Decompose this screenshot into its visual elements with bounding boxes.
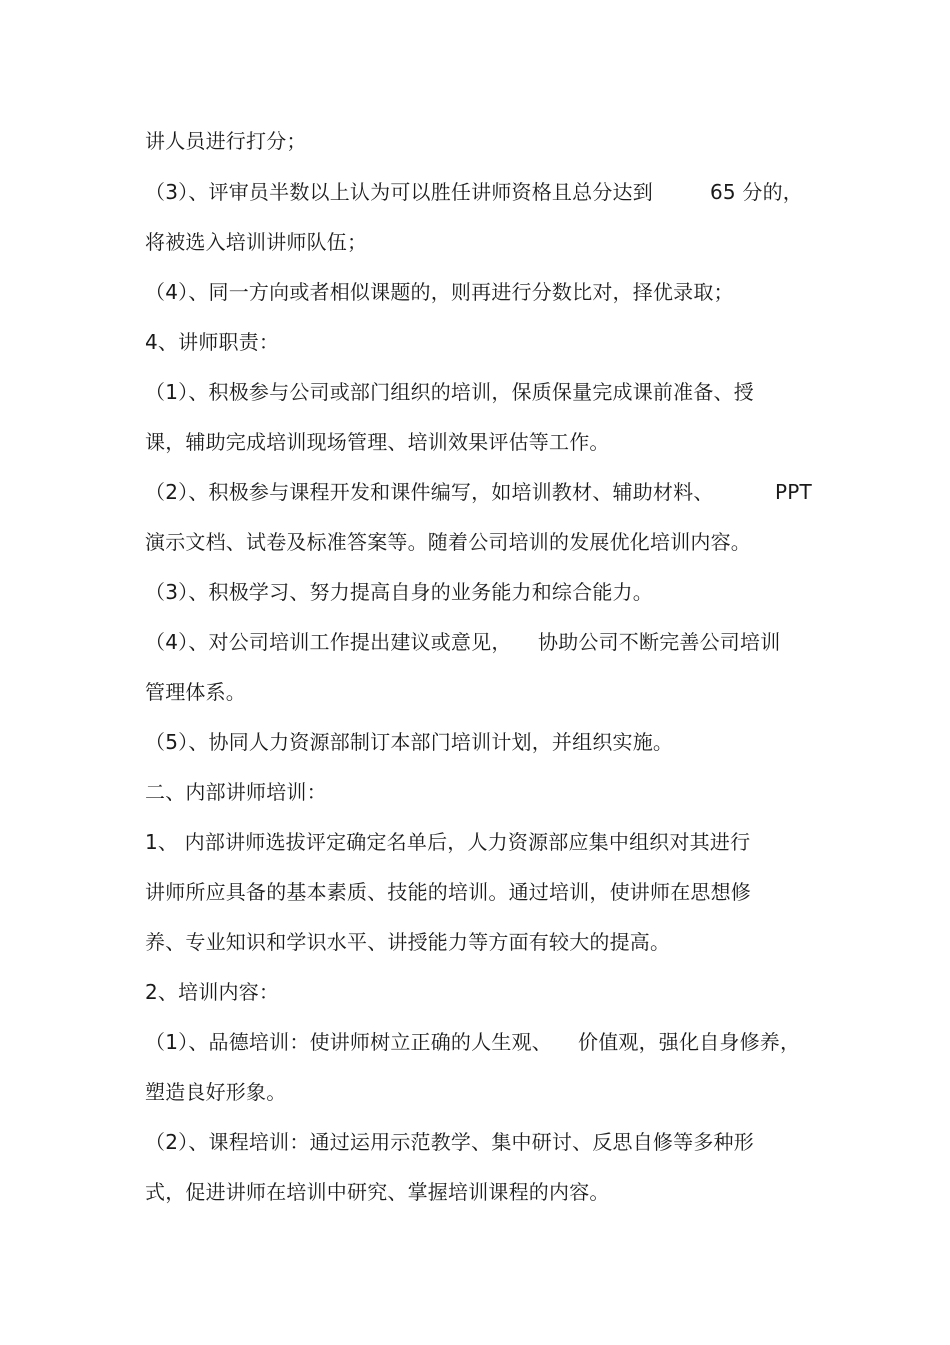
section-heading: 2、培训内容：	[145, 980, 280, 1004]
text-line: （1）、积极参与公司或部门组织的培训，保质保量完成课前准备、授	[145, 380, 754, 404]
text-line: （4）、对公司培训工作提出建议或意见，	[145, 630, 512, 654]
text-line: 1、 内部讲师选拔评定确定名单后，人力资源部应集中组织对其进行	[145, 830, 751, 854]
text-line: （2）、课程培训：通过运用示范教学、集中研讨、反思自修等多种形	[145, 1130, 754, 1154]
text-line: 将被选入培训讲师队伍；	[145, 230, 368, 254]
text-line-continuation: 协助公司不断完善公司培训	[538, 630, 781, 654]
text-line: （5）、协同人力资源部制订本部门培训计划，并组织实施。	[145, 730, 674, 754]
text-line: 课，辅助完成培训现场管理、培训效果评估等工作。	[145, 430, 610, 454]
text-line: 塑造良好形象。	[145, 1080, 287, 1104]
text-line: 讲师所应具备的基本素质、技能的培训。通过培训，使讲师在思想修	[145, 880, 751, 904]
section-heading: 二、内部讲师培训：	[145, 780, 327, 804]
text-line: （2）、积极参与课程开发和课件编写，如培训教材、辅助材料、	[145, 480, 714, 504]
text-line-continuation: PPT	[775, 480, 812, 504]
section-heading: 4、讲师职责：	[145, 330, 280, 354]
text-line: 管理体系。	[145, 680, 246, 704]
text-line: （3）、评审员半数以上认为可以胜任讲师资格且总分达到	[145, 180, 653, 204]
text-line-continuation: 价值观，强化自身修养，	[578, 1030, 801, 1054]
text-line: 讲人员进行打分；	[145, 129, 307, 153]
text-line-continuation: 65 分的，	[710, 180, 804, 204]
text-line: （1）、品德培训：使讲师树立正确的人生观、	[145, 1030, 552, 1054]
text-line: 式，促进讲师在培训中研究、掌握培训课程的内容。	[145, 1180, 610, 1204]
text-line: 养、专业知识和学识水平、讲授能力等方面有较大的提高。	[145, 930, 671, 954]
text-line: 演示文档、试卷及标准答案等。随着公司培训的发展优化培训内容。	[145, 530, 751, 554]
text-line: （3）、积极学习、努力提高自身的业务能力和综合能力。	[145, 580, 653, 604]
text-line: （4）、同一方向或者相似课题的，则再进行分数比对，择优录取；	[145, 280, 734, 304]
